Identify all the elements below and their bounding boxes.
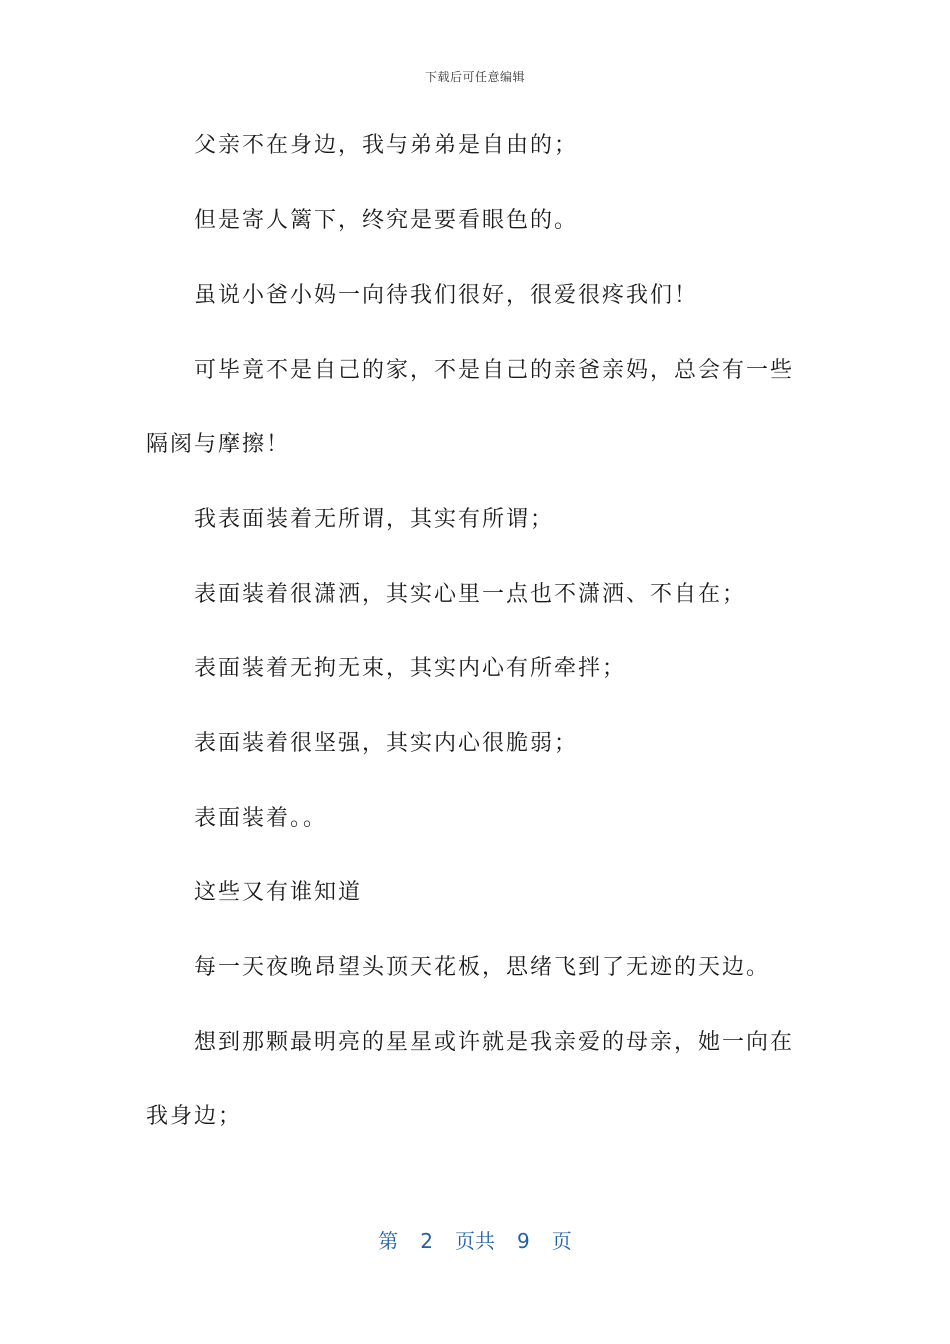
body-line: 表面装着很坚强，其实内心很脆弱；: [194, 731, 579, 756]
current-page-number: 2: [420, 1229, 433, 1253]
body-line: 可毕竟不是自己的家，不是自己的亲爸亲妈，总会有一些: [194, 358, 795, 383]
total-pages-number: 9: [517, 1229, 530, 1253]
body-line: 表面装着无拘无束，其实内心有所牵拌；: [194, 656, 627, 681]
footer-prefix: 第: [378, 1229, 399, 1253]
body-line: 虽说小爸小妈一向待我们很好，很爱很疼我们！: [194, 283, 699, 308]
footer-middle: 页共: [455, 1229, 495, 1253]
body-line: 我身边；: [146, 1104, 243, 1129]
body-line: 表面装着。。: [194, 806, 328, 831]
body-line: 我表面装着无所谓，其实有所谓；: [194, 507, 555, 532]
body-line: 这些又有谁知道: [194, 880, 363, 905]
body-line: 但是寄人篱下，终究是要看眼色的。: [194, 208, 579, 233]
footer-suffix: 页: [551, 1229, 572, 1253]
body-line: 想到那颗最明亮的星星或许就是我亲爱的母亲，她一向在: [194, 1030, 795, 1055]
body-line: 表面装着很潇洒，其实心里一点也不潇洒、不自在；: [194, 582, 747, 607]
header-note: 下载后可任意编辑: [424, 70, 525, 84]
body-line: 隔阂与摩擦！: [146, 432, 291, 457]
body-line: 每一天夜晚昂望头顶天花板，思绪飞到了无迹的天边。: [194, 955, 771, 980]
body-line: 父亲不在身边，我与弟弟是自由的；: [194, 133, 579, 158]
page-footer: [0, 1225, 950, 1254]
